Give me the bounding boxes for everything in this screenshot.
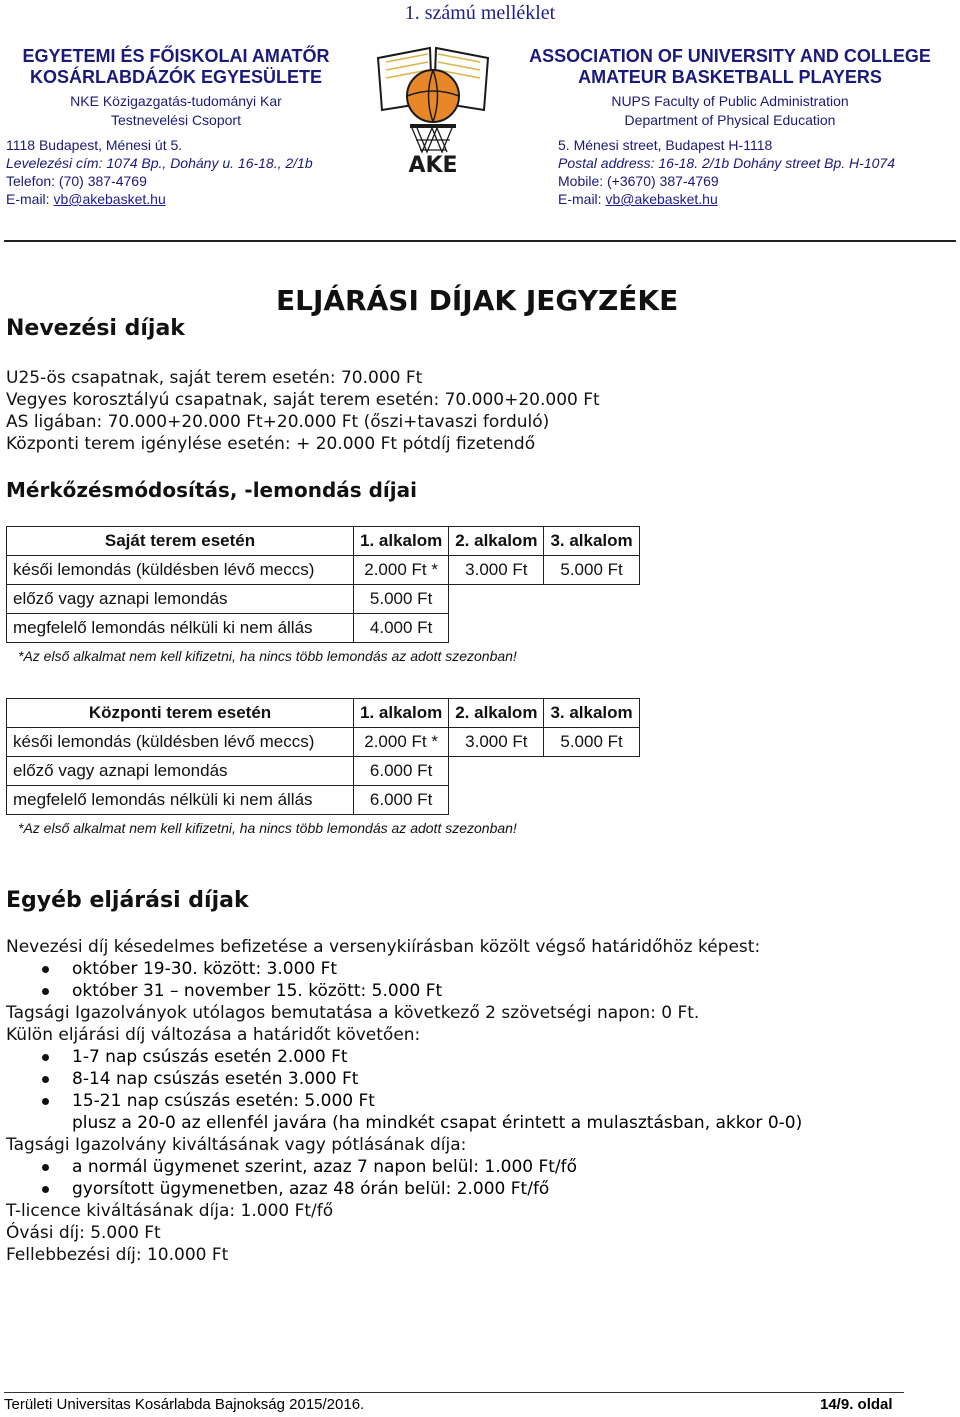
table-cell: 5.000 Ft — [544, 556, 639, 585]
table-header-cell: 1. alkalom — [354, 699, 449, 728]
table-header-cell: 2. alkalom — [449, 699, 544, 728]
phone-en: Mobile: (+3670) 387-4769 — [558, 173, 719, 189]
list-item: 15-21 nap csúszás esetén: 5.000 Ft — [6, 1090, 802, 1112]
org-name-en-line2: AMATEUR BASKETBALL PLAYERS — [578, 67, 882, 87]
protest-fee: Óvási díj: 5.000 Ft — [6, 1223, 161, 1243]
table-cell: 2.000 Ft * — [354, 728, 449, 757]
annex-label: 1. számú melléklet — [404, 2, 556, 24]
header-divider — [4, 240, 956, 242]
table-cell: 6.000 Ft — [354, 757, 449, 786]
table-footnote: *Az első alkalmat nem kell kifizetni, ha nincs több lemondás az adott szezonban! — [18, 820, 517, 836]
entry-fee-line: U25-ös csapatnak, saját terem esetén: 70.000 Ft — [6, 368, 423, 388]
list-item: 1-7 nap csúszás esetén 2.000 Ft — [6, 1046, 802, 1068]
table-cell: 5.000 Ft — [354, 585, 449, 614]
list-item: 8-14 nap csúszás esetén 3.000 Ft — [6, 1068, 802, 1090]
email-link[interactable]: vb@akebasket.hu — [605, 191, 718, 207]
late-entry-text: Nevezési díj késedelmes befizetése a versenykiírásban közölt végső határidőhöz képest: — [6, 937, 761, 957]
postal-address-hu: Levelezési cím: 1074 Bp., Dohány u. 16-18., 2/1b — [6, 155, 313, 171]
email-link[interactable]: vb@akebasket.hu — [53, 191, 166, 207]
table-cell: 3.000 Ft — [449, 556, 544, 585]
postal-address-en: Postal address: 16-18. 2/1b Dohány street Bp. H-1074 — [558, 155, 895, 171]
header-left — [0, 46, 352, 130]
table-cell: megfelelő lemondás nélküli ki nem állás — [7, 614, 354, 643]
table-blank — [449, 786, 639, 815]
appeal-fee: Fellebbezési díj: 10.000 Ft — [6, 1245, 229, 1265]
org-name-hu-line1: EGYETEMI ÉS FŐISKOLAI AMATŐR — [22, 46, 330, 66]
other-fees-heading: Egyéb eljárási díjak — [6, 888, 249, 913]
entry-fees-list — [6, 367, 600, 455]
faculty-hu: NKE Közigazgatás-tudományi Kar — [70, 93, 282, 109]
table-header-cell: 3. alkalom — [544, 527, 639, 556]
department-hu: Testnevelési Csoport — [111, 112, 241, 128]
list-item: a normál ügymenet szerint, azaz 7 napon belül: 1.000 Ft/fő — [6, 1156, 802, 1178]
table-blank — [449, 585, 639, 614]
table-header-row — [7, 699, 640, 728]
table-header-cell: 1. alkalom — [354, 527, 449, 556]
footer-divider — [4, 1392, 904, 1393]
table-header-row — [7, 527, 640, 556]
table-row — [7, 585, 640, 614]
table-row — [7, 728, 640, 757]
email-label: E-mail: — [6, 191, 54, 207]
email-label: E-mail: — [558, 191, 606, 207]
table-blank — [449, 757, 639, 786]
card-late-text: Tagsági Igazolványok utólagos bemutatása a következő 2 szövetségi napon: 0 Ft. — [6, 1003, 700, 1023]
table-blank — [449, 614, 639, 643]
entry-fees-heading: Nevezési díjak — [6, 316, 185, 341]
footer-title: Területi Universitas Kosárlabda Bajnokság 2015/2016. — [4, 1396, 365, 1413]
entry-fee-line: AS ligában: 70.000+20.000 Ft+20.000 Ft (őszi+tavaszi forduló) — [6, 412, 550, 432]
separate-fee-list — [6, 1046, 802, 1134]
card-issue-list — [6, 1156, 802, 1200]
table-cell: 5.000 Ft — [544, 728, 639, 757]
header-right — [500, 46, 960, 130]
table-row — [7, 757, 640, 786]
logo-graphic — [372, 40, 494, 180]
table-cell: 3.000 Ft — [449, 728, 544, 757]
org-name-hu-line2: KOSÁRLABDÁZÓK EGYESÜLETE — [29, 67, 323, 87]
separate-fee-text: Külön eljárási díj változása a határidőt követően: — [6, 1025, 421, 1045]
street-address-en: 5. Ménesi street, Budapest H-1118 — [558, 137, 773, 153]
table-cell: megfelelő lemondás nélküli ki nem állás — [7, 786, 354, 815]
table-header-cell: Központi terem esetén — [7, 699, 354, 728]
table-row — [7, 556, 640, 585]
list-item-continuation: plusz a 20-0 az ellenfél javára (ha mindkét csapat érintett a mulasztásban, akkor 0-0) — [72, 1113, 803, 1133]
table-cell: késői lemondás (küldésben lévő meccs) — [7, 728, 354, 757]
ake-logo — [372, 40, 494, 180]
department-en: Department of Physical Education — [624, 112, 836, 128]
phone-hu: Telefon: (70) 387-4769 — [6, 173, 147, 189]
email-row-en — [558, 190, 958, 208]
org-name-en-line1: ASSOCIATION OF UNIVERSITY AND COLLEGE — [529, 46, 931, 66]
card-issue-text: Tagsági Igazolvány kiváltásának vagy pótlásának díja: — [6, 1135, 467, 1155]
table-row — [7, 786, 640, 815]
table-header-cell: 2. alkalom — [449, 527, 544, 556]
table-cell: 4.000 Ft — [354, 614, 449, 643]
central-hall-fees-table — [6, 698, 640, 815]
modification-fees-heading: Mérkőzésmódosítás, -lemondás díjai — [6, 478, 417, 502]
table-cell: 6.000 Ft — [354, 786, 449, 815]
logo-text: AKE — [408, 153, 458, 178]
own-hall-fees-table — [6, 526, 640, 643]
faculty-en: NUPS Faculty of Public Administration — [611, 93, 849, 109]
list-item: október 31 – november 15. között: 5.000 Ft — [6, 980, 802, 1002]
table-header-cell: Saját terem esetén — [7, 527, 354, 556]
address-left — [6, 136, 376, 208]
table-row — [7, 614, 640, 643]
table-header-cell: 3. alkalom — [544, 699, 639, 728]
table-cell: előző vagy aznapi lemondás — [7, 585, 354, 614]
table-cell: előző vagy aznapi lemondás — [7, 757, 354, 786]
list-item: gyorsított ügymenetben, azaz 48 órán belül: 2.000 Ft/fő — [6, 1178, 802, 1200]
email-row-hu — [6, 190, 376, 208]
address-right — [558, 136, 958, 208]
table-cell: késői lemondás (küldésben lévő meccs) — [7, 556, 354, 585]
late-entry-list — [6, 958, 802, 1002]
table-cell: 2.000 Ft * — [354, 556, 449, 585]
table-footnote: *Az első alkalmat nem kell kifizetni, ha nincs több lemondás az adott szezonban! — [18, 648, 517, 664]
tlicence-fee: T-licence kiváltásának díja: 1.000 Ft/fő — [6, 1201, 334, 1221]
other-fees-body — [6, 936, 802, 1266]
entry-fee-line: Vegyes korosztályú csapatnak, saját terem esetén: 70.000+20.000 Ft — [6, 390, 600, 410]
page-number: 14/9. oldal — [820, 1396, 893, 1413]
list-item: október 19-30. között: 3.000 Ft — [6, 958, 802, 980]
document-title: ELJÁRÁSI DÍJAK JEGYZÉKE — [276, 284, 679, 317]
entry-fee-line: Központi terem igénylése esetén: + 20.000 Ft pótdíj fizetendő — [6, 434, 536, 454]
street-address-hu: 1118 Budapest, Ménesi út 5. — [6, 137, 183, 153]
